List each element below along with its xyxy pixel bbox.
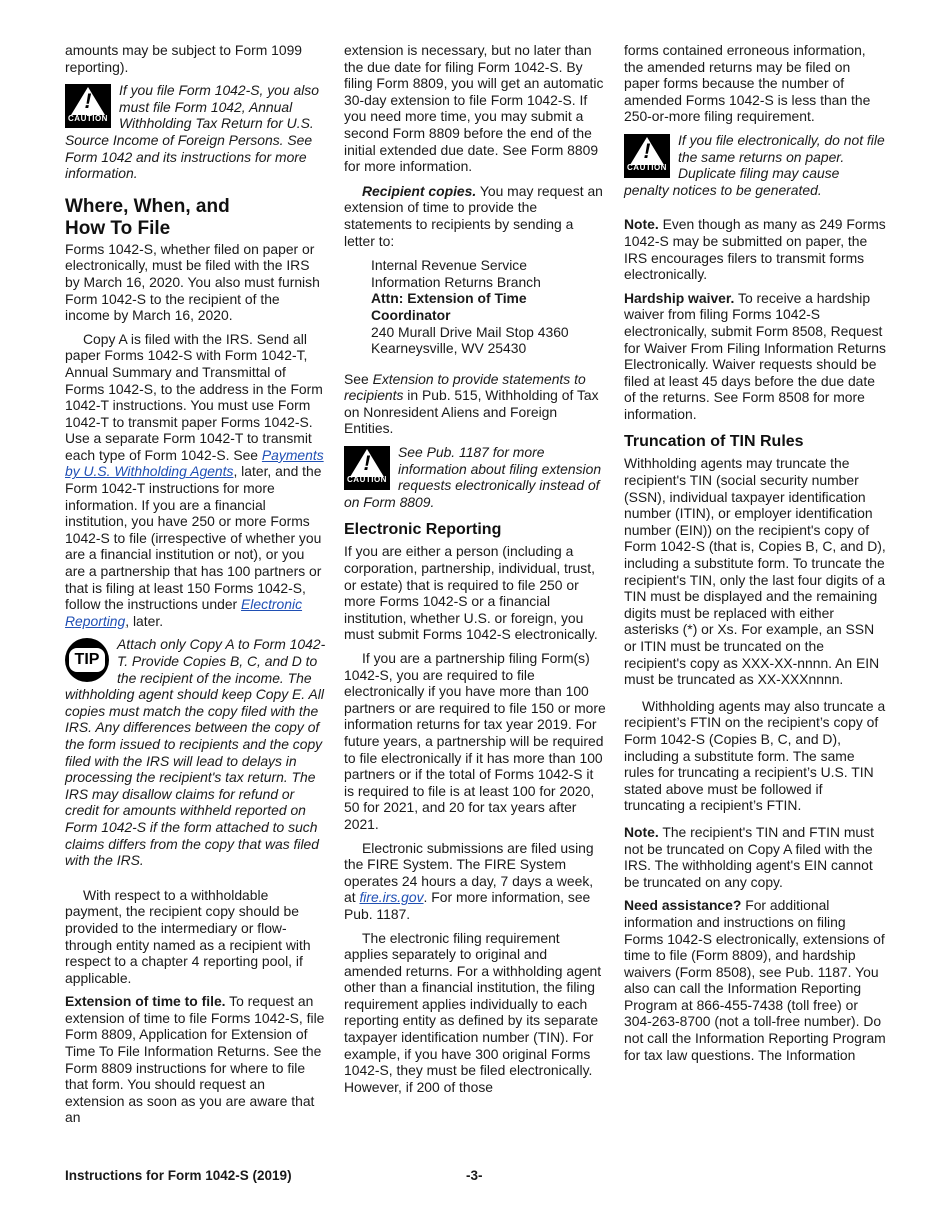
run-in-heading: Hardship waiver. (624, 289, 735, 306)
caution-note (344, 444, 606, 510)
paragraph: Withholding agents may truncate the recipient's TIN (social security number (SSN), individual taxpayer identification number (ITIN), or employer identification number (EIN)) on the recipient's copy of Form 1042-S (that is, Copies B, C, and D), including a substitute form. To truncate the recipient's TIN, only the last four digits of a TIN must be displayed and the remaining digits must be replaced with either asterisks (*) or Xs. For example, an SSN or ITIN must be truncated on the recipient's copy as XXX-XX-nnnn. An EIN must be truncated as XX-XXXnnnn. (624, 455, 886, 688)
tip-note (65, 636, 327, 868)
footer-title: Instructions for Form 1042-S (2019) (65, 1168, 292, 1183)
paragraph: forms contained erroneous information, the amended returns may be filed on paper forms because the number of amended Forms 1042-S is less than the 250-or-more filing requirement. (624, 42, 871, 125)
column-1 (65, 42, 327, 1133)
paragraph: Recipient copies. You may request an extension of time to provide the statements to recipients by sending a letter to: (344, 182, 603, 249)
link-fire-irs-gov[interactable]: fire.irs.gov (359, 889, 424, 906)
caution-icon: ! CAUTION (344, 446, 390, 490)
section-heading: Where, When, and How To File (65, 195, 230, 239)
caution-icon: ! CAUTION (624, 134, 670, 178)
caution-text: If you file electronically, do not file the same returns on paper. Duplicate filing may cause penalty notices to be generated. (624, 131, 885, 198)
tip-icon: TIP (65, 638, 109, 682)
paragraph: If you are either a person (including a corporation, partnership, individual, trust, or estate) that is required to file 250 or more Forms 1042-S or a financial institution, whether U.S. or foreign, you must submit Forms 1042-S electronically. (344, 543, 598, 643)
paragraph: Forms 1042-S, whether filed on paper or electronically, must be filed with the IRS by March 16, 2020. You also must furnish Form 1042-S to the recipient of the income by March 16, 2020. (65, 240, 320, 324)
paragraph: Note. Even though as many as 249 Forms 1042-S may be submitted on paper, the IRS encourages filers to transmit forms electronically. (624, 216, 886, 283)
paragraph: extension is necessary, but no later than the due date for filing Form 1042-S. By filing Form 8809, you will get an automatic 30-day extension to file Form 1042-S. If you need more time, you may submit a second Form 8809 before the end of the initial extended due date. See Form 8809 for more information. (344, 42, 604, 175)
run-in-heading: Extension of time to file. (65, 993, 226, 1010)
caution-note (624, 132, 886, 198)
paragraph: Withholding agents may also truncate a recipient’s FTIN on the recipient’s copy of Form 1042-S (Copies B, C, and D), including a substitute form. The same rules for truncating a recipient’s U.S. TIN stated above must be followed if truncating a recipient’s FTIN. (624, 697, 886, 814)
section-heading: Truncation of TIN Rules (624, 433, 804, 451)
run-in-heading: Note. (624, 823, 659, 840)
paragraph: amounts may be subject to Form 1099 reporting). (65, 42, 303, 75)
column-3 (624, 42, 886, 1070)
caution-note (65, 82, 327, 182)
paragraph: The electronic filing requirement applies separately to original and amended returns. For a withholding agent other than a financial institution, the filing requirement applies individually to each reporting entity as defined by its separate taxpayer identification number (TIN). For example, if you have 300 original Forms 1042-S, they must be filed electronically. However, if 200 of those (344, 929, 602, 1095)
paragraph: If you are a partnership filing Form(s) 1042-S, you are required to file electronically if you have more than 100 partners or are required to file 150 or more information returns for tax year 2019. For future years, a partnership will be required to file electronically if it has more than 100 partners or if the total of Forms 1042-S it is required to file is at least 100 for 2020, 50 for 2021, and 20 for tax years after 2021. (344, 650, 606, 832)
paragraph: Extension of time to file. To request an extension of time to file Forms 1042-S, file Form 8809, Application for Extension of Time To File Information Returns. See the Form 8809 instructions for where to file that form. You should request an extension as soon as you are aware that an (65, 993, 325, 1126)
paragraph: Copy A is filed with the IRS. Send all paper Forms 1042-S with Form 1042-T, Annual Summary and Transmittal of Forms 1042-S, to the address in the Form 1042-T instructions. You must use Form 1042-T to transmit paper Forms 1042-S. Use a separate Form 1042-T to transmit each type of Form 1042-S. See Payments by U.S. Withholding Agents, later, and the Form 1042-T instructions for more information. If you are a financial institution, you have 250 or more Forms 1042-S to file (irrespective of whether you are a financial institution or not), or you are a partnership that has 100 partners or that is filing at least 150 Forms 1042-S, follow the instructions under Electronic Reporting, later. (65, 330, 324, 629)
section-heading: Electronic Reporting (344, 521, 502, 539)
page-number: -3- (466, 1168, 483, 1183)
run-in-heading: Note. (624, 216, 659, 233)
paragraph: Note. The recipient's TIN and FTIN must not be truncated on Copy A filed with the IRS. The withholding agent's EIN cannot be truncated on any copy. (624, 823, 874, 890)
run-in-heading: Need assistance? (624, 897, 742, 914)
column-2 (344, 42, 606, 1102)
mailing-address: Internal Revenue Service Information Returns Branch Attn: Extension of Time Coordinator 240 Murall Drive Mail Stop 4360 Kearneysville, WV 25430 (371, 257, 569, 357)
paragraph: Need assistance? For additional information and instructions on filing Forms 1042-S electronically, extensions of time to file (Form 8809), and hardship waivers (Form 8508), see Pub. 1187. You also can call the Information Reporting Program at 866-455-7438 (toll free) or 304-263-8700 (not a toll-free number). Do not call the Information Reporting Program for tax law questions. The Information (624, 897, 886, 1063)
caution-icon: ! CAUTION (65, 84, 111, 128)
paragraph: With respect to a withholdable payment, the recipient copy should be provided to the intermediary or flow-through entity named as a recipient with respect to a chapter 4 reporting pool, if applicable. (65, 886, 311, 986)
run-in-heading: Recipient copies. (362, 182, 477, 199)
paragraph: Hardship waiver. To receive a hardship waiver from filing Forms 1042-S electronically, submit Form 8508, Request for Waiver From Filing Information Returns Electronically. Waiver requests should be filed at least 45 days before the due date of the returns. See Form 8508 for more information. (624, 289, 886, 422)
link-electronic-reporting[interactable]: Electronic Reporting (65, 596, 303, 629)
caution-text: See Pub. 1187 for more information about filing extension requests electronically instead of on Form 8809. (344, 444, 602, 510)
link-payments-by-us-withholding-agents[interactable]: Payments by U.S. Withholding Agents (65, 446, 324, 480)
paragraph: Electronic submissions are filed using the FIRE System. The FIRE System operates 24 hours a day, 7 days a week, at fire.irs.gov. For more information, see Pub. 1187. (344, 839, 594, 922)
tip-text: Attach only Copy A to Form 1042-T. Provide Copies B, C, and D to the recipient of the income. The withholding agent should keep Copy E. All copies must match the copy filed with the IRS. Any differences between the copy of the form issued to recipients and the copy filed with the IRS will lead to delays in processing the recipient's tax return. The IRS may disallow claims for refund or credit for amounts withheld reported on Form 1042-S if the form attached to such claims differs from the copy that was filed with the IRS. (65, 636, 326, 869)
paragraph: See Extension to provide statements to recipients in Pub. 515, Withholding of Tax on Nonresident Aliens and Foreign Entities. (344, 370, 599, 437)
caution-text: If you file Form 1042-S, you also must file Form 1042, Annual Withholding Tax Return for U.S. Source Income of Foreign Persons. See Form 1042 and its instructions for more information. (65, 82, 319, 182)
